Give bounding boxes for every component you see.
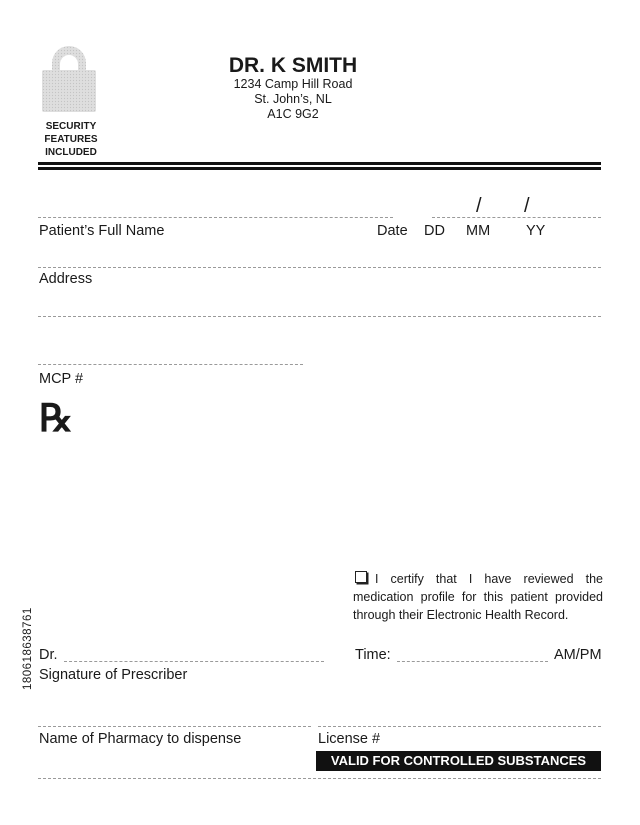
doctor-name: DR. K SMITH bbox=[228, 54, 358, 77]
date-separator: / bbox=[476, 195, 482, 217]
mcp-label: MCP # bbox=[39, 371, 84, 387]
license-field[interactable] bbox=[318, 726, 601, 727]
date-separator: / bbox=[524, 195, 530, 217]
doctor-address-line2: St. John’s, NL bbox=[254, 92, 332, 106]
header-divider bbox=[38, 162, 601, 165]
pharmacy-label: Name of Pharmacy to dispense bbox=[39, 731, 242, 747]
mcp-field[interactable] bbox=[38, 364, 303, 365]
security-features-label: SECURITY FEATURES INCLUDED bbox=[44, 121, 98, 158]
signature-field[interactable] bbox=[64, 661, 324, 662]
address-field[interactable] bbox=[38, 267, 601, 268]
header-divider bbox=[38, 167, 601, 170]
time-field[interactable] bbox=[397, 661, 548, 662]
license-label: License # bbox=[318, 731, 381, 747]
pharmacy-field[interactable] bbox=[38, 726, 311, 727]
time-label: Time: bbox=[355, 647, 391, 663]
date-dd-label: DD bbox=[424, 223, 445, 239]
patient-name-label: Patient’s Full Name bbox=[39, 223, 165, 239]
date-label: Date bbox=[377, 223, 408, 239]
lock-icon bbox=[42, 46, 96, 112]
address-field-line2[interactable] bbox=[38, 316, 601, 317]
controlled-substances-badge: VALID FOR CONTROLLED SUBSTANCES bbox=[316, 751, 601, 771]
certification-text: I certify that I have reviewed the medication profile for this patient provided through their Electronic Health Record. bbox=[353, 572, 603, 622]
address-label: Address bbox=[39, 271, 93, 287]
am-pm-label: AM/PM bbox=[554, 647, 602, 663]
rx-symbol: ℞ bbox=[39, 398, 74, 440]
patient-name-field[interactable] bbox=[38, 217, 393, 218]
doctor-address-line3: A1C 9G2 bbox=[267, 107, 319, 121]
signature-label: Signature of Prescriber bbox=[39, 667, 188, 683]
date-yy-label: YY bbox=[526, 223, 546, 239]
serial-number: 180618638761 bbox=[22, 607, 34, 690]
doctor-address-line1: 1234 Camp Hill Road bbox=[233, 77, 353, 91]
date-field[interactable] bbox=[432, 217, 601, 218]
footer-divider bbox=[38, 778, 601, 779]
dr-prefix: Dr. bbox=[39, 647, 58, 663]
date-mm-label: MM bbox=[466, 223, 491, 239]
